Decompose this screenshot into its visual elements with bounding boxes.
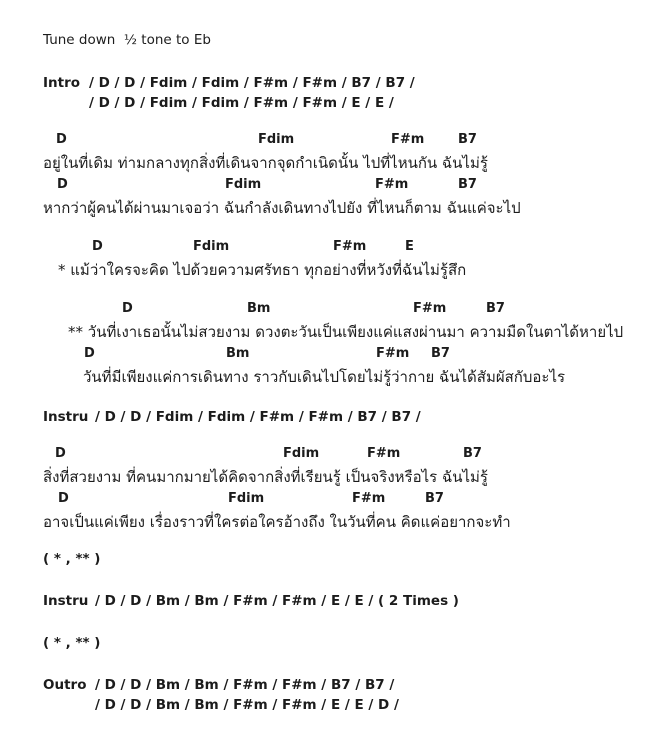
lyric-line: ** วันที่เงาเธอนั้นไม่สวยงาม ดวงตะวันเป็นเพียงแค่แสงผ่านมา ความมืดในตาได้หายไป [68, 323, 624, 341]
instru-chords-2: / D / D / Bm / Bm / F#m / F#m / E / E / ( 2 Times ) [95, 593, 459, 609]
chord: D [57, 177, 68, 192]
chord: B7 [458, 177, 477, 192]
chord: Fdim [283, 446, 320, 461]
chord: Fdim [258, 132, 295, 147]
doublestar-section [43, 300, 652, 390]
intro-label: Intro [43, 75, 81, 91]
chord: B7 [425, 491, 444, 506]
outro-chords-1: / D / D / Bm / Bm / F#m / F#m / B7 / B7 / [95, 677, 395, 693]
chord: D [55, 446, 66, 461]
instru-label: Instru [43, 409, 89, 425]
lyric-line: วันที่มีเพียงแค่การเดินทาง ราวกับเดินไปโดยไม่รู้ว่ากาย ฉันได้สัมผัสกับอะไร [83, 368, 566, 386]
chord: F#m [413, 301, 447, 316]
outro-section [43, 675, 652, 715]
chord: Bm [226, 346, 250, 361]
lyric-line: อาจเป็นแค่เพียง เรื่องราวที่ใครต่อใครอ้างถึง ในวันที่คน คิดแค่อยากจะทำ [43, 513, 511, 531]
chord-row [43, 131, 652, 150]
chord: F#m [376, 346, 410, 361]
outro-line-1 [43, 675, 652, 695]
instru-section-2 [43, 591, 652, 611]
lyric-line: * แม้ว่าใครจะคิด ไปด้วยความศรัทธา ทุกอย่างที่หวังที่ฉันไม่รู้สึก [58, 261, 467, 279]
verse-1 [43, 131, 652, 221]
verse-2 [43, 445, 652, 535]
chord: D [122, 301, 133, 316]
lyric-line: สิ่งที่สวยงาม ที่คนมากมายได้คิดจากสิ่งที่เรียนรู้ เป็นจริงหรือไร ฉันไม่รู้ [43, 468, 488, 486]
chord: D [84, 346, 95, 361]
chord: F#m [352, 491, 386, 506]
chord: Fdim [193, 239, 230, 254]
chord: F#m [333, 239, 367, 254]
chord: F#m [367, 446, 401, 461]
chord: D [58, 491, 69, 506]
instru-label: Instru [43, 593, 89, 609]
chord: F#m [375, 177, 409, 192]
outro-label: Outro [43, 677, 87, 693]
chord: E [405, 239, 414, 254]
instru-chords-1: / D / D / Fdim / Fdim / F#m / F#m / B7 / B7 / [95, 409, 421, 425]
chord-row [43, 490, 652, 509]
outro-chords-2: / D / D / Bm / Bm / F#m / F#m / E / E / D / [95, 697, 399, 713]
chord: B7 [431, 346, 450, 361]
chord: B7 [458, 132, 477, 147]
chord: D [92, 239, 103, 254]
instru-line-2 [43, 591, 652, 611]
chord: Fdim [225, 177, 262, 192]
chord: D [56, 132, 67, 147]
repeat-marker-1: ( * , ** ) [43, 551, 101, 567]
chord-row [43, 238, 652, 257]
chord-row [43, 345, 652, 364]
chord-row [43, 176, 652, 195]
intro-line-2 [43, 93, 652, 113]
chord: B7 [486, 301, 505, 316]
chord-row [43, 445, 652, 464]
intro-section [43, 73, 652, 113]
instru-line-1 [43, 407, 652, 427]
lyric-line: อยู่ในที่เดิม ท่ามกลางทุกสิ่งที่เดินจากจุดกำเนิดนั้น ไปที่ไหนกัน ฉันไม่รู้ [43, 154, 488, 172]
repeat-marker-2: ( * , ** ) [43, 635, 101, 651]
intro-chords-1: / D / D / Fdim / Fdim / F#m / F#m / B7 / B7 / [89, 75, 415, 91]
chord: F#m [391, 132, 425, 147]
outro-line-2 [43, 695, 652, 715]
tuning-note: Tune down ½ tone to Eb [43, 32, 211, 48]
lyric-line: หากว่าผู้คนได้ผ่านมาเจอว่า ฉันกำลังเดินทางไปยัง ที่ไหนก็ตาม ฉันแค่จะไป [43, 199, 521, 217]
intro-line-1 [43, 73, 652, 93]
chord-row [43, 300, 652, 319]
star-section [43, 238, 652, 283]
chord: Fdim [228, 491, 265, 506]
chord: Bm [247, 301, 271, 316]
chord: B7 [463, 446, 482, 461]
instru-section-1 [43, 407, 652, 427]
intro-chords-2: / D / D / Fdim / Fdim / F#m / F#m / E / E / [89, 95, 394, 111]
